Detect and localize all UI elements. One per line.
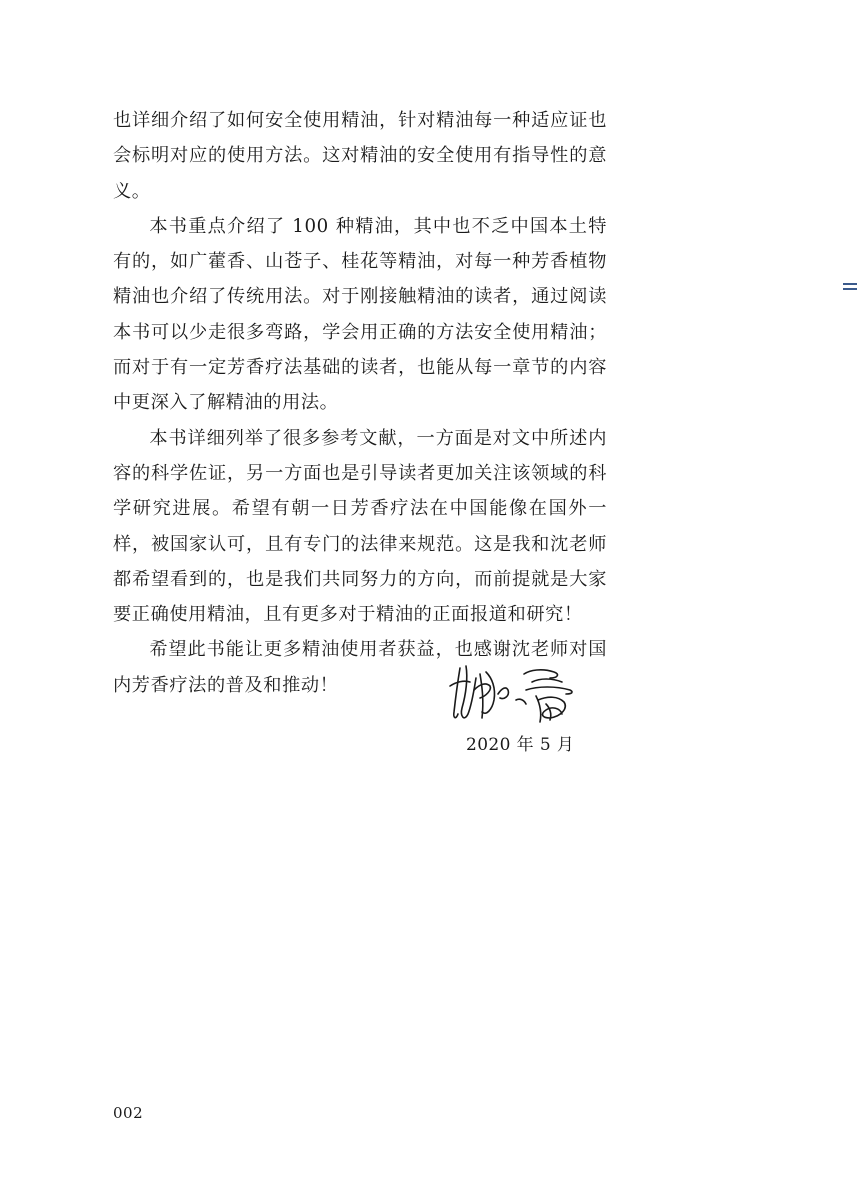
date: 2020 年 5 月: [466, 735, 575, 755]
handwritten-signature: [446, 660, 586, 728]
paragraph-4: 希望此书能让更多精油使用者获益，也感谢沈老师对国内芳香疗法的普及和推动！: [113, 639, 607, 696]
paragraph-1: 也详细介绍了如何安全使用精油，针对精油每一种适应证也会标明对应的使用方法。这对精油的安全使用有指导性的意义。: [113, 110, 607, 202]
page-number: 002: [113, 1104, 144, 1122]
page-edge-marker: [843, 283, 857, 291]
body-text: [113, 103, 607, 703]
paragraph-2: 本书重点介绍了 100 种精油，其中也不乏中国本土特有的，如广藿香、山苍子、桂花等精油，对每一种芳香植物精油也介绍了传统用法。对于刚接触精油的读者，通过阅读本书可以少走很多弯路，学会用正确的方法安全使用精油；而对于有一定芳香疗法基础的读者，也能从每一章节的内容中更深入了解精油的用法。: [113, 215, 607, 414]
paragraph-3: 本书详细列举了很多参考文献，一方面是对文中所述内容的科学佐证，另一方面也是引导读者更加关注该领域的科学研究进展。希望有朝一日芳香疗法在中国能像在国外一样，被国家认可，且有专门的法律来规范。这是我和沈老师都希望看到的，也是我们共同努力的方向，而前提就是大家要正确使用精油，且有更多对于精油的正面报道和研究！: [113, 427, 607, 626]
